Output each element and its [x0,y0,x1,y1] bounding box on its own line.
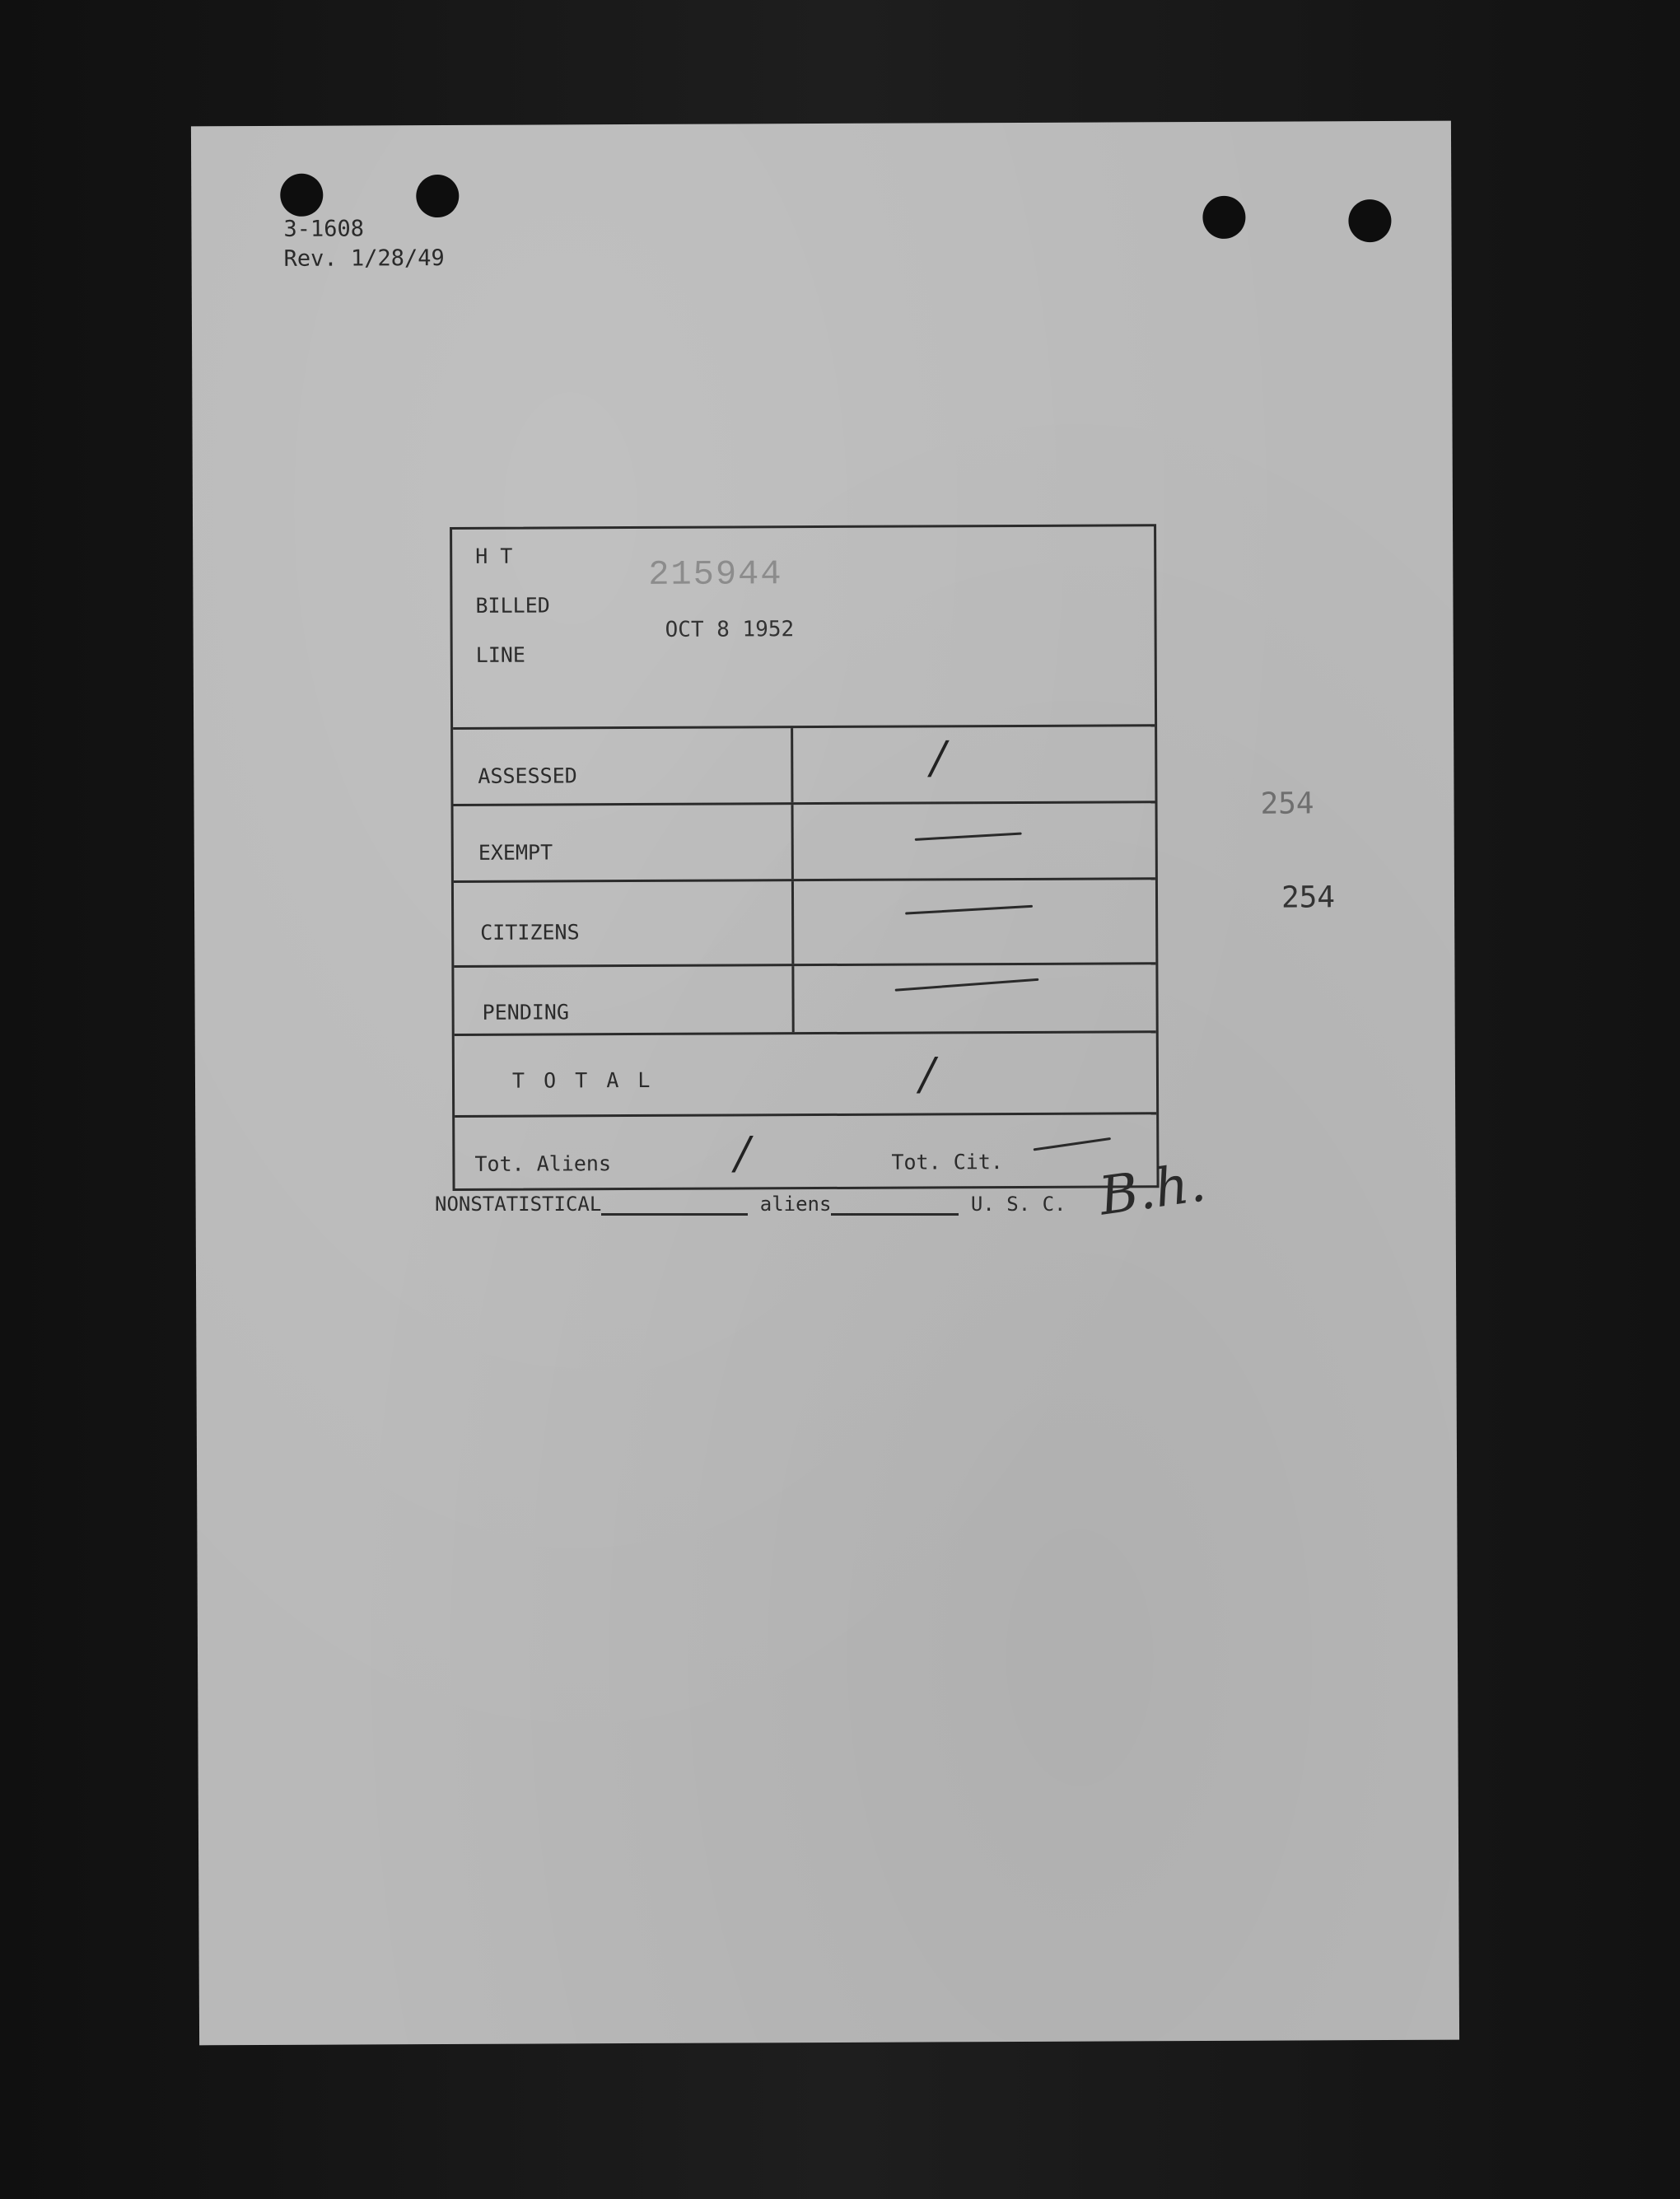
margin-number: 254 [1281,880,1336,915]
column-divider [791,966,794,1032]
line-label: LINE [475,642,526,667]
row-citizens [454,880,1155,968]
signature-initials: B.h. [1095,1152,1210,1228]
punch-hole-2 [416,175,459,217]
column-divider [791,728,793,802]
dash-mark [895,978,1039,992]
margin-number-faint: 254 [1260,787,1314,821]
usc-label: U. S. C. [970,1193,1066,1216]
row-assessed [453,726,1155,806]
billed-label: BILLED [475,593,550,618]
tally-mark: / [931,731,946,784]
aliens-label: aliens [759,1193,832,1216]
punch-hole-4 [1348,199,1391,242]
total-label: T O T A L [511,1067,654,1093]
form-box [450,524,1160,1191]
dash-mark [915,833,1022,841]
form-identifier [283,214,444,274]
total-row [455,1033,1156,1118]
nonstatistical-label: NONSTATISTICAL [435,1193,602,1216]
row-label: PENDING [482,1000,570,1025]
punch-hole-1 [280,174,323,217]
row-label: ASSESSED [478,763,577,788]
row-pending [454,964,1155,1036]
total-mark: / [919,1048,936,1100]
dash-mark [1034,1137,1111,1151]
tot-aliens-mark: / [735,1127,750,1179]
document-page [191,121,1459,2046]
row-exempt [454,803,1155,883]
tot-cit-label: Tot. Cit. [891,1150,1003,1174]
punch-hole-3 [1202,196,1245,239]
row-label: EXEMPT [478,840,553,865]
tot-aliens-label: Tot. Aliens [474,1151,612,1176]
form-code: 3-1608 [283,216,365,242]
stamp-number: 215944 [648,554,783,595]
header-section [452,526,1155,730]
form-revision: Rev. 1/28/49 [283,245,445,272]
ht-label: H T [475,544,513,568]
blank-line [601,1213,748,1216]
nonstatistical-line [435,1193,1066,1216]
column-divider [791,881,794,964]
column-divider [791,805,794,879]
dash-mark [905,905,1033,915]
stamp-date: OCT 8 1952 [665,617,795,642]
blank-line [831,1213,959,1216]
totals-row [455,1114,1156,1190]
row-label: CITIZENS [480,920,580,945]
